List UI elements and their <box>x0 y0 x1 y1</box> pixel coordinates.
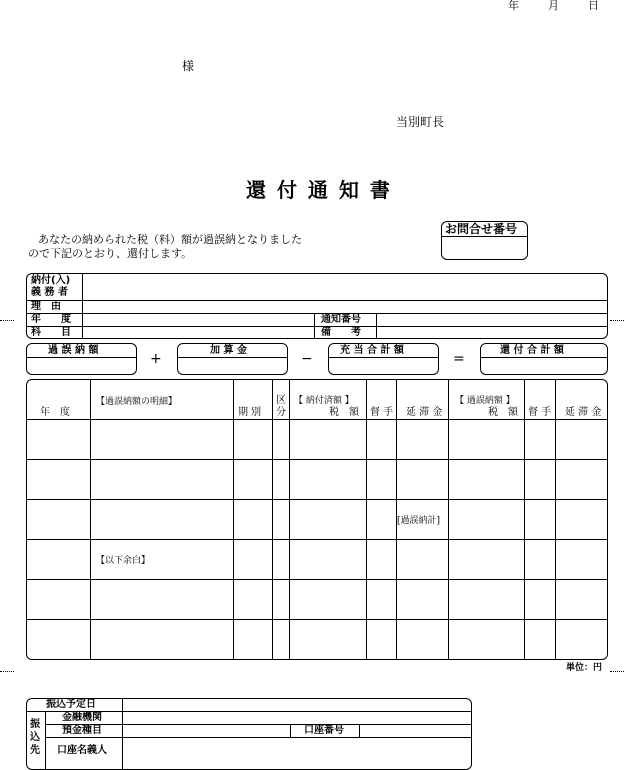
info-payer-label-1: 納付(入) <box>31 275 71 286</box>
detail-row-line <box>26 539 608 540</box>
info-mid-divider <box>376 313 377 339</box>
detail-col-line <box>555 379 556 660</box>
date-year-label: 年 <box>508 0 519 12</box>
calc-overpaid-label: 過 誤 納 額 <box>48 345 99 356</box>
calc-divider <box>480 357 608 358</box>
transfer-row-line <box>45 724 472 725</box>
info-mid-divider <box>314 313 315 339</box>
inquiry-divider <box>441 236 528 237</box>
calc-addition-label: 加 算 金 <box>210 345 247 356</box>
intro-line-1: あなたの納められた税（料）額が過誤納となりました <box>38 233 302 246</box>
transfer-label-divider <box>122 698 123 770</box>
detail-header-year: 年 度 <box>40 407 70 418</box>
calc-minus: − <box>301 351 313 367</box>
info-year-label: 年 度 <box>31 314 71 325</box>
detail-row-line <box>26 499 608 500</box>
date-month-label: 月 <box>548 0 559 12</box>
transfer-bank-label: 金融機関 <box>62 712 102 723</box>
detail-row-line <box>26 579 608 580</box>
calc-divider <box>328 357 439 358</box>
calc-equals: = <box>453 351 465 367</box>
calc-refund-label: 還 付 合 計 額 <box>500 345 564 356</box>
fold-mark-right <box>610 320 624 321</box>
transfer-account-divider <box>359 724 360 737</box>
detail-header-breakdown: 【過誤納額の明細】 <box>96 397 178 407</box>
detail-header-paid-late: 延 滞 金 <box>406 407 443 418</box>
detail-header-paid-fee: 督 手 <box>370 407 394 418</box>
detail-subtotal-label: [過誤納計] <box>397 516 441 526</box>
detail-row-line <box>26 419 608 420</box>
detail-col-line <box>289 379 290 660</box>
detail-header-period: 期 別 <box>238 407 262 418</box>
transfer-holder-label: 口座名義人 <box>57 745 107 756</box>
transfer-side-label-2: 込 <box>30 732 40 743</box>
info-row-line <box>26 300 608 301</box>
detail-col-line <box>90 379 91 660</box>
detail-header-paid-tax: 税 額 <box>329 407 359 418</box>
transfer-side-divider <box>45 711 46 770</box>
info-remarks-label: 備 考 <box>321 327 361 338</box>
transfer-side-label-3: 先 <box>30 745 40 756</box>
info-subject-label: 科 目 <box>31 327 71 338</box>
detail-header-kbn-1: 区 <box>276 395 286 406</box>
detail-col-line <box>448 379 449 660</box>
transfer-side-label-1: 振 <box>30 719 40 730</box>
transfer-account-divider <box>290 724 291 737</box>
info-row-line <box>26 313 608 314</box>
calc-applied-label: 充 当 合 計 額 <box>340 345 404 356</box>
detail-header-paid: 【 納付済額 】 <box>294 396 354 406</box>
intro-line-2: ので下記のとおり、還付します。 <box>28 247 193 260</box>
detail-table <box>26 379 608 660</box>
fold-mark-left-2 <box>0 671 14 672</box>
detail-col-line <box>272 379 273 660</box>
detail-header-overpaid-tax: 税 額 <box>488 407 518 418</box>
detail-col-line <box>524 379 525 660</box>
info-notice-no-label: 通知番号 <box>321 314 361 325</box>
transfer-scheduled-label: 振込予定日 <box>46 699 96 710</box>
detail-header-overpaid-late: 延 滞 金 <box>565 407 602 418</box>
detail-row-line <box>26 619 608 620</box>
calc-divider <box>26 357 137 358</box>
transfer-account-no-label: 口座番号 <box>304 725 344 736</box>
detail-header-overpaid-fee: 督 手 <box>528 407 552 418</box>
calc-plus: + <box>150 351 162 367</box>
fold-mark-left <box>0 320 14 321</box>
detail-row-line <box>26 459 608 460</box>
info-payer-label-2: 義 務 者 <box>31 287 68 298</box>
fold-mark-right-2 <box>610 671 624 672</box>
addressee-suffix: 様 <box>182 59 195 73</box>
unit-label: 単位：円 <box>566 663 603 673</box>
detail-header-kbn-2: 分 <box>276 407 286 418</box>
info-reason-label: 理 由 <box>31 301 61 312</box>
info-label-divider <box>82 273 83 339</box>
info-row-line <box>26 326 608 327</box>
inquiry-label: お問合せ番号 <box>445 222 518 236</box>
detail-col-line <box>366 379 367 660</box>
transfer-row-line <box>45 737 472 738</box>
calc-divider <box>177 357 288 358</box>
detail-col-line <box>233 379 234 660</box>
issuer: 当別町長 <box>396 115 445 129</box>
detail-header-overpaid: 【 過誤納額 】 <box>455 396 515 406</box>
page-title: 還 付 通 知 書 <box>246 178 392 202</box>
detail-blank-below: 【以下余白】 <box>96 556 151 566</box>
transfer-deposit-type-label: 預金種目 <box>62 725 102 736</box>
info-box <box>26 273 608 339</box>
date-day-label: 日 <box>588 0 599 12</box>
